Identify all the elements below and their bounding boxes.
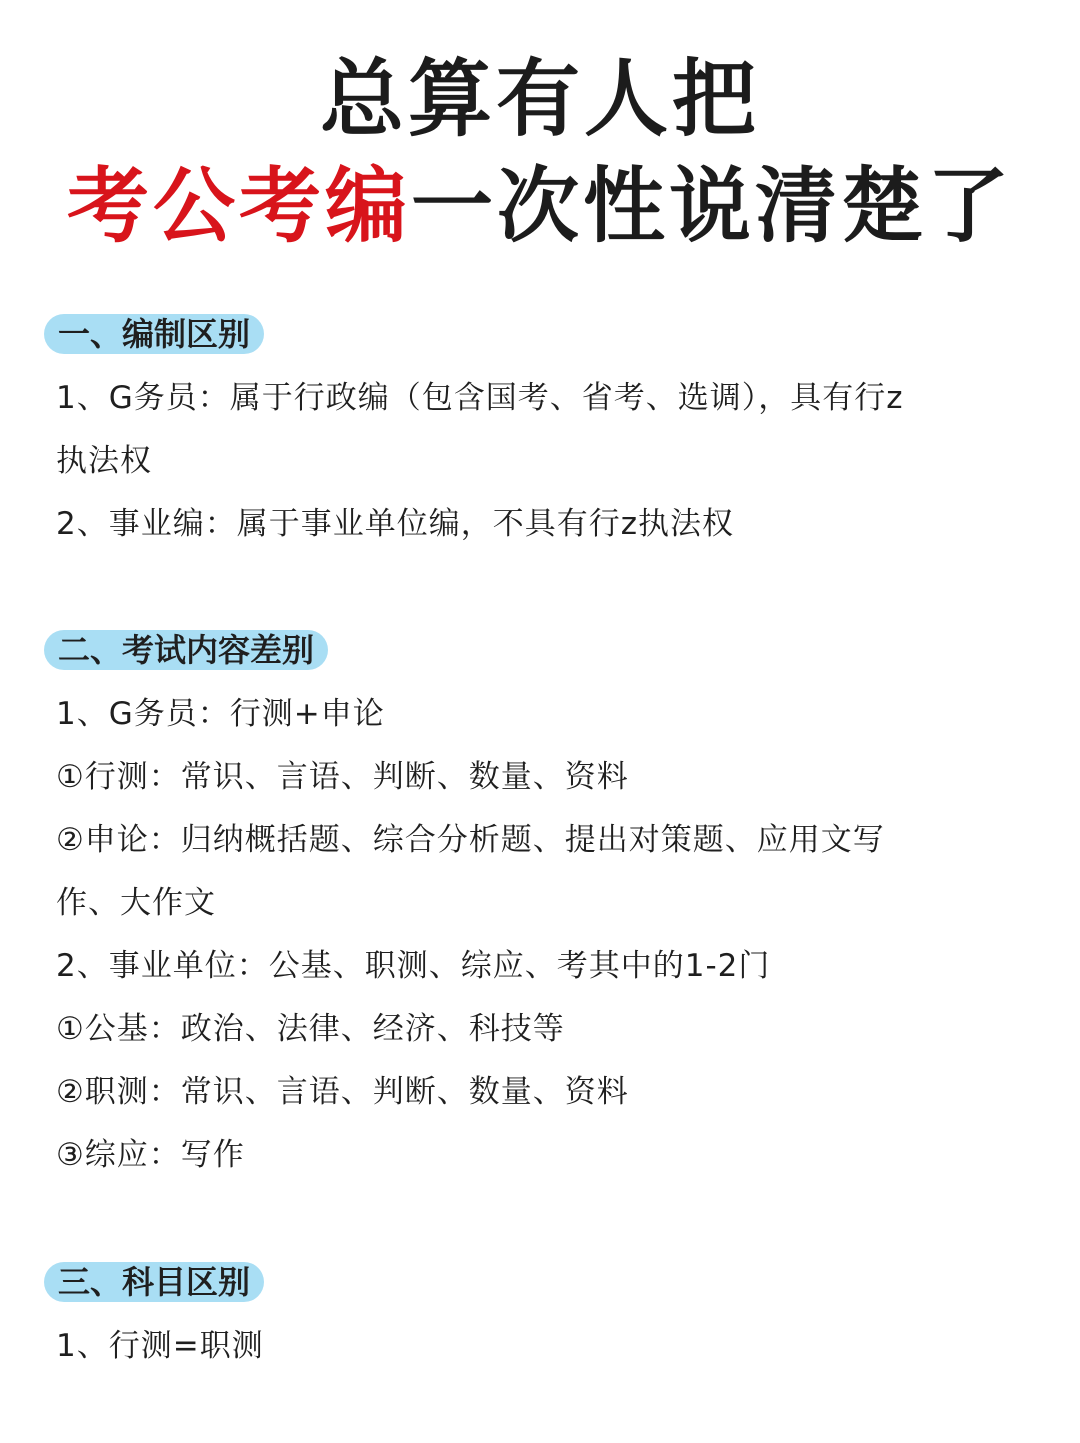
list-item: 2、事业单位：公基、职测、综应、考其中的1-2门	[56, 948, 771, 984]
title-rest: 一次性说清楚了	[411, 159, 1014, 254]
list-item: 1、行测=职测	[56, 1328, 264, 1364]
list-item: 1、G务员：属于行政编（包含国考、省考、选调），具有行z	[56, 380, 904, 416]
section-heading-establishment: 一、编制区别	[44, 314, 264, 354]
list-item: 1、G务员：行测+申论	[56, 696, 385, 732]
list-item: ①行测：常识、言语、判断、数量、资料	[56, 759, 629, 795]
list-item: ②申论：归纳概括题、综合分析题、提出对策题、应用文写	[56, 822, 885, 858]
page-title-line-2	[0, 152, 1080, 262]
page-title-line-1: 总算有人把	[319, 50, 760, 148]
list-item: 作、大作文	[56, 885, 216, 921]
title-highlight: 考公考编	[66, 159, 411, 254]
section-heading-exam-content: 二、考试内容差别	[44, 630, 328, 670]
section-heading-subjects: 三、科目区别	[44, 1262, 264, 1302]
list-item: 2、事业编：属于事业单位编，不具有行z执法权	[56, 506, 734, 542]
list-item: ③综应：写作	[56, 1137, 245, 1173]
list-item: ①公基：政治、法律、经济、科技等	[56, 1011, 565, 1047]
list-item: 执法权	[56, 443, 152, 479]
list-item: ②职测：常识、言语、判断、数量、资料	[56, 1074, 629, 1110]
